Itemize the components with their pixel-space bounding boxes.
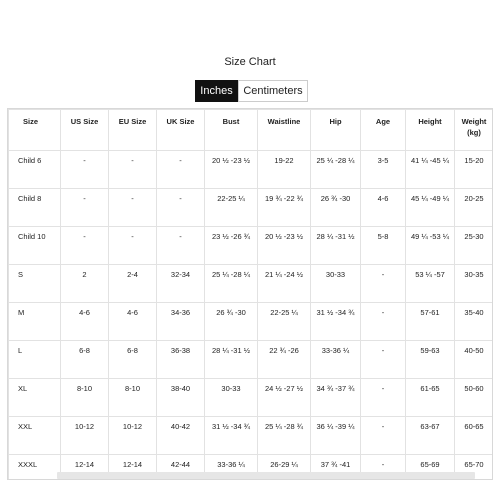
table-cell: 6-8 (109, 341, 157, 379)
table-cell: 59-63 (406, 341, 455, 379)
table-cell: 6-8 (61, 341, 109, 379)
unit-tabs (195, 80, 308, 102)
table-cell: - (361, 455, 406, 481)
table-cell: - (361, 379, 406, 417)
table-cell: 12-14 (109, 455, 157, 481)
table-cell: 20 ½ -23 ½ (205, 151, 258, 189)
table-cell: 63-67 (406, 417, 455, 455)
table-cell: - (109, 227, 157, 265)
table-row (9, 189, 494, 227)
column-header: Hip (311, 110, 361, 151)
size-chart-table-container (7, 108, 493, 480)
table-row (9, 227, 494, 265)
table-header-row (9, 110, 494, 151)
column-header: Age (361, 110, 406, 151)
table-cell: 40-50 (455, 341, 494, 379)
table-cell: 65-70 (455, 455, 494, 481)
table-cell: XXL (9, 417, 61, 455)
table-cell: 34 ¾ -37 ¾ (311, 379, 361, 417)
table-cell: 28 ¼ -31 ½ (311, 227, 361, 265)
table-cell: 4-6 (361, 189, 406, 227)
table-cell: 38-40 (157, 379, 205, 417)
column-header: EU Size (109, 110, 157, 151)
table-cell: 25 ¼ -28 ¼ (311, 151, 361, 189)
table-cell: Child 8 (9, 189, 61, 227)
table-cell: 8-10 (109, 379, 157, 417)
table-cell: 36-38 (157, 341, 205, 379)
table-cell: - (361, 417, 406, 455)
table-cell: 20-25 (455, 189, 494, 227)
table-cell: 50-60 (455, 379, 494, 417)
table-cell: 26-29 ¼ (258, 455, 311, 481)
page-title: Size Chart (224, 56, 276, 68)
table-cell: 53 ¼ -57 (406, 265, 455, 303)
table-cell: 49 ¼ -53 ¼ (406, 227, 455, 265)
column-header: US Size (61, 110, 109, 151)
table-cell: - (157, 227, 205, 265)
table-cell: - (109, 151, 157, 189)
table-body (9, 151, 494, 481)
column-header: Bust (205, 110, 258, 151)
table-cell: 25-30 (455, 227, 494, 265)
table-cell: 22 ¾ -26 (258, 341, 311, 379)
table-cell: L (9, 341, 61, 379)
table-cell: 8-10 (61, 379, 109, 417)
tab-centimeters[interactable]: Centimeters (238, 80, 308, 102)
horizontal-scrollbar[interactable] (57, 472, 475, 479)
table-cell: 15-20 (455, 151, 494, 189)
column-header: Waistline (258, 110, 311, 151)
table-cell: 41 ¼ -45 ¼ (406, 151, 455, 189)
column-header: Height (406, 110, 455, 151)
table-cell: 40-42 (157, 417, 205, 455)
table-cell: - (61, 189, 109, 227)
table-cell: 33-36 ¼ (205, 455, 258, 481)
table-cell: - (361, 265, 406, 303)
table-cell: 26 ¾ -30 (205, 303, 258, 341)
table-cell: 2-4 (109, 265, 157, 303)
table-cell: 2 (61, 265, 109, 303)
column-header: Weight (kg) (455, 110, 494, 151)
table-cell: 5-8 (361, 227, 406, 265)
table-cell: - (157, 151, 205, 189)
table-cell: 25 ¼ -28 ¼ (205, 265, 258, 303)
table-cell: - (109, 189, 157, 227)
table-cell: 35-40 (455, 303, 494, 341)
table-cell: 19-22 (258, 151, 311, 189)
table-cell: - (157, 189, 205, 227)
table-row (9, 303, 494, 341)
table-cell: 30-33 (311, 265, 361, 303)
table-cell: S (9, 265, 61, 303)
tab-inches[interactable]: Inches (195, 80, 238, 102)
table-cell: 21 ¼ -24 ½ (258, 265, 311, 303)
table-row (9, 151, 494, 189)
table-row (9, 417, 494, 455)
table-cell: 22-25 ¼ (205, 189, 258, 227)
size-chart-table (8, 109, 493, 480)
table-cell: Child 6 (9, 151, 61, 189)
table-cell: 42-44 (157, 455, 205, 481)
table-cell: - (61, 227, 109, 265)
table-cell: 31 ½ -34 ¾ (205, 417, 258, 455)
table-cell: 30-33 (205, 379, 258, 417)
table-cell: 3-5 (361, 151, 406, 189)
table-row (9, 265, 494, 303)
table-cell: 4-6 (61, 303, 109, 341)
table-cell: - (361, 303, 406, 341)
table-cell: 30-35 (455, 265, 494, 303)
table-cell: 19 ¾ -22 ¾ (258, 189, 311, 227)
table-cell: 10-12 (109, 417, 157, 455)
table-row (9, 341, 494, 379)
table-cell: 10-12 (61, 417, 109, 455)
table-cell: - (61, 151, 109, 189)
table-cell: 25 ¼ -28 ¾ (258, 417, 311, 455)
table-cell: 34-36 (157, 303, 205, 341)
table-cell: XL (9, 379, 61, 417)
column-header: Size (9, 110, 61, 151)
table-cell: 32-34 (157, 265, 205, 303)
table-cell: 37 ¾ -41 (311, 455, 361, 481)
table-cell: Child 10 (9, 227, 61, 265)
table-cell: 12-14 (61, 455, 109, 481)
table-cell: - (361, 341, 406, 379)
table-cell: 65-69 (406, 455, 455, 481)
table-cell: 45 ¼ -49 ¼ (406, 189, 455, 227)
table-cell: XXXL (9, 455, 61, 481)
table-cell: 22-25 ¼ (258, 303, 311, 341)
table-cell: 36 ¼ -39 ¼ (311, 417, 361, 455)
table-cell: 24 ½ -27 ½ (258, 379, 311, 417)
table-cell: 61-65 (406, 379, 455, 417)
table-cell: 31 ½ -34 ¾ (311, 303, 361, 341)
table-cell: 26 ¾ -30 (311, 189, 361, 227)
table-cell: 60-65 (455, 417, 494, 455)
table-cell: M (9, 303, 61, 341)
table-cell: 23 ½ -26 ¾ (205, 227, 258, 265)
table-cell: 28 ¼ -31 ½ (205, 341, 258, 379)
table-cell: 20 ½ -23 ½ (258, 227, 311, 265)
table-row (9, 379, 494, 417)
table-cell: 57-61 (406, 303, 455, 341)
table-cell: 33-36 ¼ (311, 341, 361, 379)
column-header: UK Size (157, 110, 205, 151)
table-cell: 4-6 (109, 303, 157, 341)
